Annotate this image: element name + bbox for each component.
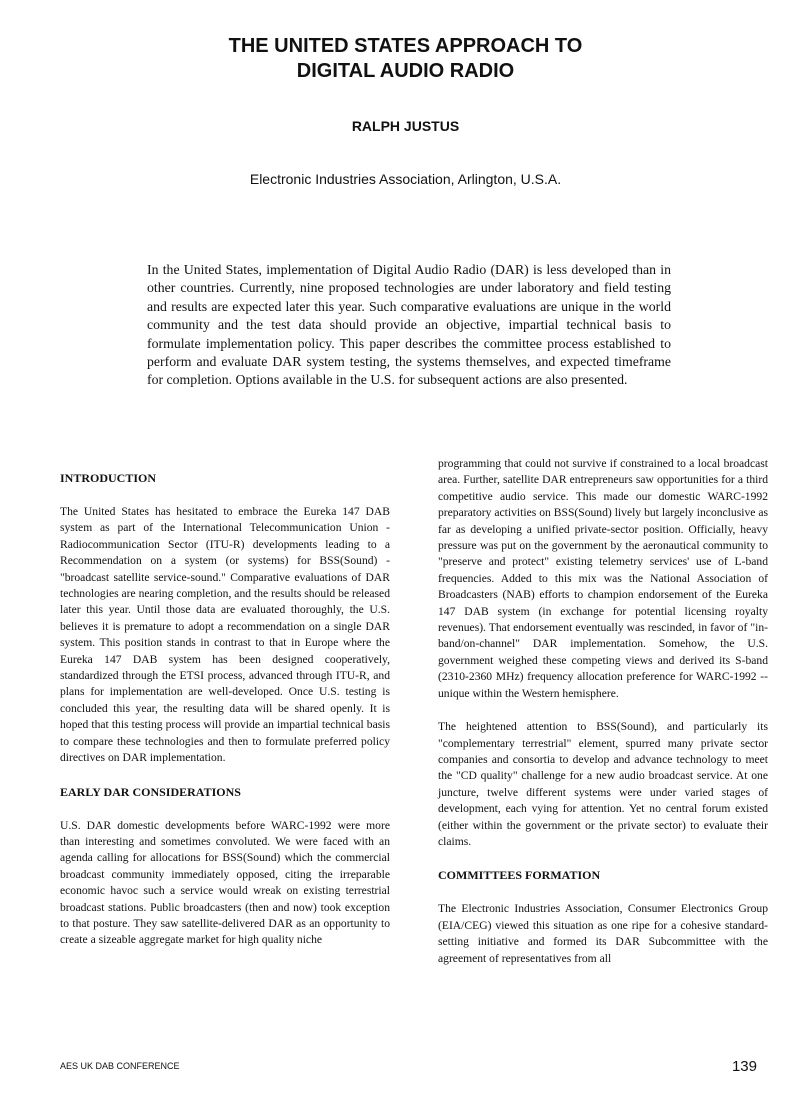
introduction-paragraph: The United States has hesitated to embrace the Eureka 147 DAB system as part of the International Telecommunication Union - Radiocommunication Sector (ITU-R) developments leading to a Recommendation on a system (or systems) for BSS(Sound) - "broadcast satellite service-sound." Comparative evaluations of DAR technologies are nearing completion, and the results should be released later this year. Until those data are evaluated thoroughly, the U.S. believes it is premature to adopt a recommendation on a single DAR system. This position stands in contrast to that in Europe where the Eureka 147 DAB system has been designed cooperatively, standardized through the ETSI process, advanced through ITU-R, and plans for implementation are well-developed. Once U.S. testing is concluded this year, the resulting data will be shared openly. It is hoped that this testing process will provide an impartial technical basis to compare these technologies and then to formulate preferred policy directives on DAR implementation.: [60, 505, 390, 765]
paper-title: [0, 34, 811, 84]
left-column: [60, 470, 390, 949]
title-line-1: THE UNITED STATES APPROACH TO: [228, 35, 583, 57]
title-line-2: DIGITAL AUDIO RADIO: [296, 60, 515, 82]
attention-paragraph: The heightened attention to BSS(Sound), and particularly its "complementary terrestrial" element, spurred many private sector companies and consortia to develop and advance technology to meet the "CD quality" challenge for a new audio broadcast service. At one juncture, twelve different systems were under varied stages of development, each vying for attention. Yet no central forum existed (either within the government or the private sector) to evaluate their claims.: [438, 720, 768, 848]
abstract: In the United States, implementation of Digital Audio Radio (DAR) is less developed than in other countries. Currently, nine proposed technologies are under laboratory and field testing and results are expected later this year. Such comparative evaluations are unique in the world community and the test data should provide an objective, impartial technical basis to formulate implementation policy. This paper describes the committee process established to perform and evaluate DAR system testing, the systems themselves, and expected timeframe for completion. Options available in the U.S. for subsequent actions are also presented.: [147, 262, 671, 388]
page-number: 139: [731, 1058, 757, 1075]
early-dar-heading: EARLY DAR CONSIDERATIONS: [60, 784, 241, 799]
early-dar-paragraph: U.S. DAR domestic developments before WARC-1992 were more than interesting and sometimes convoluted. We were faced with an agenda calling for allocations for BSS(Sound) which the commercial broadcast community immediately opposed, citing the irreparable economic havoc such a service would wreak on existing terrestrial broadcast stations. Public broadcasters (then and now) took exception to that posture. They saw satellite-delivered DAR as an opportunity to create a sizeable aggregate market for high quality niche: [60, 818, 390, 947]
author-name: RALPH JUSTUS: [351, 118, 460, 134]
author-affiliation: Electronic Industries Association, Arlington, U.S.A.: [249, 171, 562, 187]
introduction-heading: INTRODUCTION: [60, 471, 157, 485]
conference-footer: AES UK DAB CONFERENCE: [60, 1061, 180, 1071]
committees-heading: COMMITTEES FORMATION: [438, 868, 601, 883]
continued-paragraph: programming that could not survive if constrained to a local broadcast area. Further, satellite DAR entrepreneurs saw opportunities for a third competitive audio service. This made our domestic WARC-1992 preparatory activities on BSS(Sound) lively but largely inconclusive as far as developing a unified private-sector position. Officially, heavy pressure was put on the government by the aeronautical community to "preserve and protect" existing telemetry services' use of L-band frequencies. Added to this mix was the National Association of Broadcasters (NAB) efforts to champion endorsement of the Eureka 147 DAB system (in exchange for potential licensing royalty revenues). That endorsement eventually was rescinded, in favor of "in-band/on-channel" DAR implementation. Somehow, the U.S. government weighed these competing views and derived its S-band (2310-2360 MHz) frequency allocation preference for WARC-1992 -- unique within the Western hemisphere.: [438, 457, 768, 700]
right-column: [438, 456, 768, 967]
committees-paragraph: The Electronic Industries Association, Consumer Electronics Group (EIA/CEG) viewed this situation as one ripe for a cohesive standard-setting initiative and formed its DAR Subcommittee with the agreement of representatives from all: [438, 902, 768, 965]
